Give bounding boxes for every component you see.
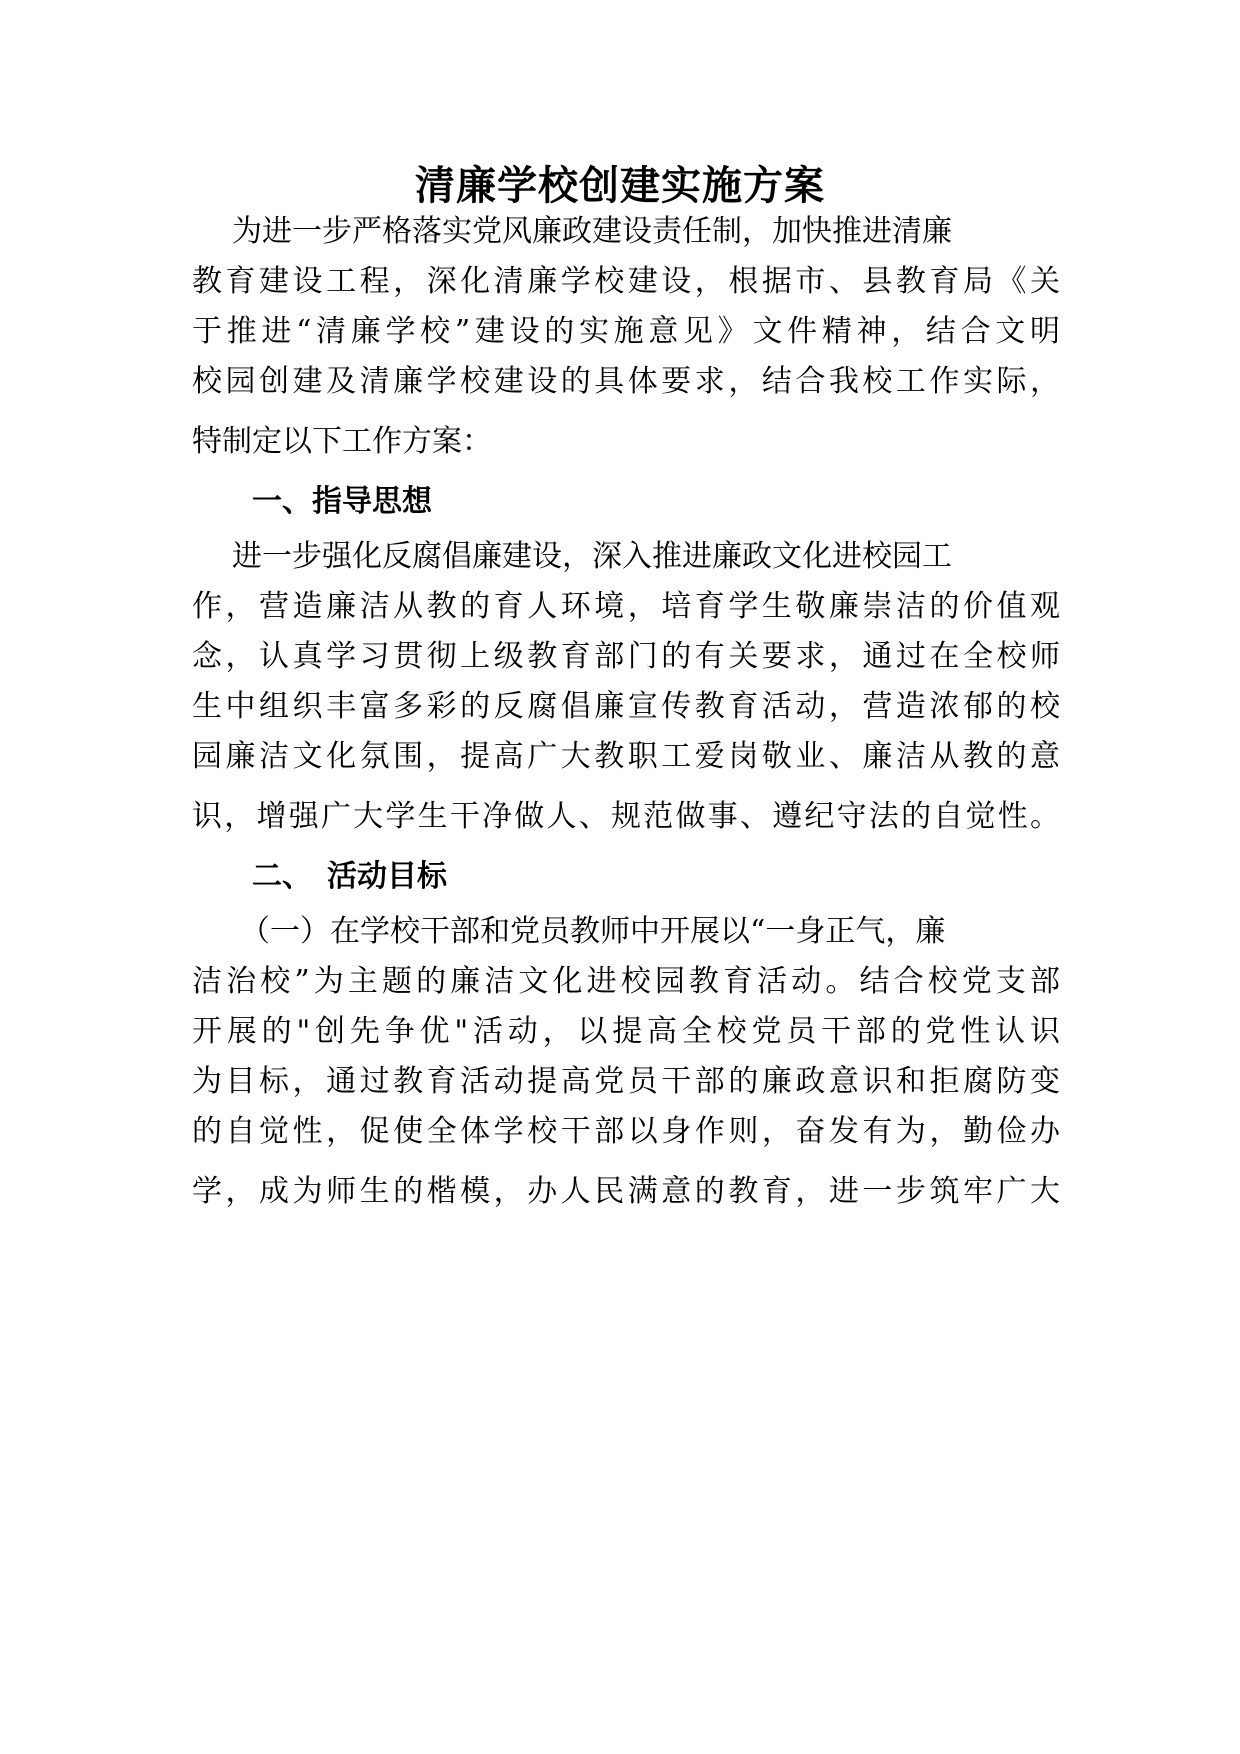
intro-line: 为进一步严格落实党风廉政建设责任制，加快推进清廉 bbox=[232, 214, 952, 249]
section1-line: 进一步强化反腐倡廉建设，深入推进廉政文化进校园工 bbox=[232, 539, 952, 574]
intro-line: 教育建设工程，深化清廉学校建设，根据市、县教育局《关 bbox=[192, 264, 1060, 299]
section-heading-guiding-thought: 一、指导思想 bbox=[252, 484, 432, 519]
section2-line: 洁治校”为主题的廉洁文化进校园教育活动。结合校党支部 bbox=[192, 964, 1060, 999]
section2-line: 的自觉性，促使全体学校干部以身作则，奋发有为，勤俭办 bbox=[192, 1114, 1060, 1149]
section2-line: 学，成为师生的楷模，办人民满意的教育，进一步筑牢广大 bbox=[192, 1174, 1060, 1209]
section2-line: 为目标，通过教育活动提高党员干部的廉政意识和拒腐防变 bbox=[192, 1064, 1060, 1099]
intro-line: 校园创建及清廉学校建设的具体要求，结合我校工作实际， bbox=[192, 364, 1060, 399]
intro-line: 特制定以下工作方案： bbox=[192, 424, 492, 459]
section1-line: 生中组织丰富多彩的反腐倡廉宣传教育活动，营造浓郁的校 bbox=[192, 689, 1060, 724]
intro-line: 于推进“清廉学校”建设的实施意见》文件精神，结合文明 bbox=[192, 314, 1060, 349]
section1-line: 园廉洁文化氛围，提高广大教职工爱岗敬业、廉洁从教的意 bbox=[192, 739, 1060, 774]
section2-line: （一）在学校干部和党员教师中开展以“一身正气，廉 bbox=[240, 914, 946, 949]
section-heading-activity-goals: 二、 活动目标 bbox=[252, 859, 447, 894]
section1-line: 作，营造廉洁从教的育人环境，培育学生敬廉崇洁的价值观 bbox=[192, 589, 1060, 624]
document-title: 清廉学校创建实施方案 bbox=[415, 163, 825, 209]
section1-line: 识，增强广大学生干净做人、规范做事、遵纪守法的自觉性。 bbox=[192, 799, 1060, 834]
section2-line: 开展的"创先争优"活动，以提高全校党员干部的党性认识 bbox=[192, 1014, 1060, 1049]
section1-line: 念，认真学习贯彻上级教育部门的有关要求，通过在全校师 bbox=[192, 639, 1060, 674]
